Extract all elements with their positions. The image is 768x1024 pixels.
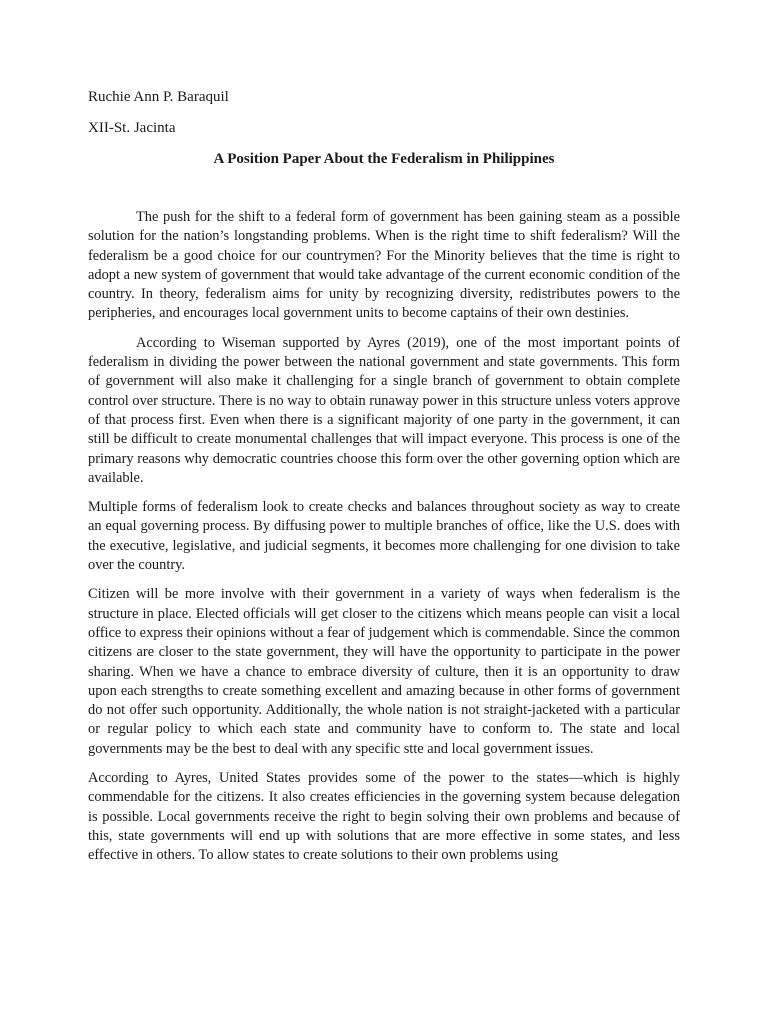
author-name: Ruchie Ann P. Baraquil <box>88 89 229 105</box>
paragraph-checks-balances: Multiple forms of federalism look to create checks and balances throughout society as way to create an equal governing process. By diffusing power to multiple branches of office, like the U.S. does with the executive, legislative, and judicial segments, it becomes more challenging for one division to take over the country. <box>88 499 680 574</box>
paragraph-citizen-involvement: Citizen will be more involve with their government in a variety of ways when federalism is the structure in place. Elected officials will get closer to the citizens which means people can visit a local office to express their opinions without a fear of judgement which is commendable. Since the common citizens are closer to the state government, they will have the opportunity to participate in the power sharing. When we have a chance to embrace diversity of culture, then it is an opportunity to draw upon each strengths to create something excellent and amazing because in other forms of government do not offer such opportunity. Additionally, the whole nation is not straight-jacketed with a particular or regular policy to which each state and community have to conform to. The state and local governments may be the best to deal with any specific stte and local government issues. <box>88 586 680 757</box>
paragraph-ayres: According to Ayres, United States provides some of the power to the states—which is highly commendable for the citizens. It also creates efficiencies in the governing system because delegation is possible. Local governments receive the right to begin solving their own problems and because of this, state governments will end up with solutions that are more effective in some states, and less effective in others. To allow states to create solutions to their own problems using <box>88 770 680 864</box>
document-page <box>88 88 680 870</box>
document-title: A Position Paper About the Federalism in Philippines <box>213 151 555 167</box>
paragraph-intro: The push for the shift to a federal form of government has been gaining steam as a possible solution for the nation’s longstanding problems. When is the right time to shift federalism? Will the federalism be a good choice for our countrymen? For the Minority believes that the time is right to adopt a new system of government that would take advantage of the current economic condition of the country. In theory, federalism aims for unity by recognizing diversity, redistributes powers to the peripheries, and encourages local government units to become captains of their own destinies. <box>88 209 680 322</box>
author-section: XII-St. Jacinta <box>88 120 176 136</box>
paragraph-wiseman: According to Wiseman supported by Ayres (2019), one of the most important points of federalism in dividing the power between the national government and state governments. This form of government will also make it challenging for a single branch of government to obtain complete control over structure. There is no way to obtain runaway power in this structure unless voters approve of that process first. Even when there is a significant majority of one party in the government, it can still be difficult to create monumental challenges that will impact everyone. This process is one of the primary reasons why democratic countries choose this form over the other governing option which are available. <box>88 334 680 486</box>
